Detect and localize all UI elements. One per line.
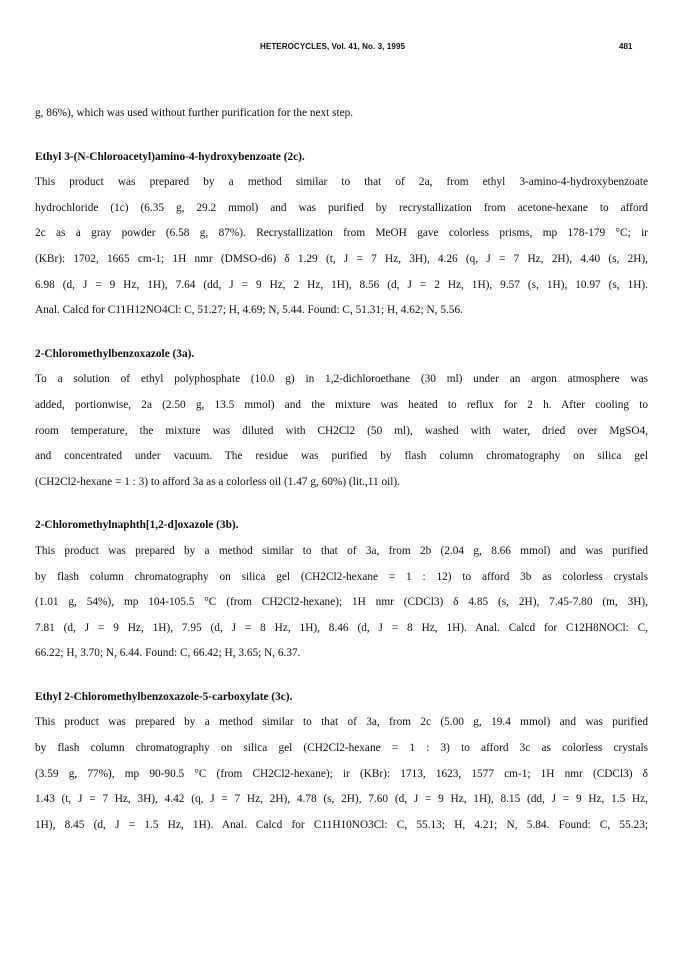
section-heading: Ethyl 2-Chloromethylbenzoxazole-5-carboxylate (3c). bbox=[35, 690, 293, 703]
paragraph-line: room temperature, the mixture was diluted with CH2Cl2 (50 ml), washed with water, dried over MgSO4, bbox=[35, 424, 648, 437]
paragraph-line: by flash column chromatography on silica gel (CH2Cl2-hexane = 1 : 12) to afford 3b as colorless crystals bbox=[35, 570, 648, 583]
paragraph-line: To a solution of ethyl polyphosphate (10.0 g) in 1,2-dichloroethane (30 ml) under an argon atmosphere was bbox=[35, 373, 648, 386]
paragraph-line: 7.81 (d, J = 9 Hz, 1H), 7.95 (d, J = 8 Hz, 1H), 8.46 (d, J = 8 Hz, 1H). Anal. Calcd for C12H8NOCl: C, bbox=[35, 621, 648, 634]
paragraph-line: hydrochloride (1c) (6.35 g, 29.2 mmol) and was purified by recrystallization from acetone-hexane to afford bbox=[35, 201, 648, 214]
paragraph-line: This product was prepared by a method similar to that of 2a, from ethyl 3-amino-4-hydroxybenzoate bbox=[35, 176, 648, 189]
paragraph-line: (KBr): 1702, 1665 cm-1; 1H nmr (DMSO-d6) δ 1.29 (t, J = 7 Hz, 3H), 4.26 (q, J = 7 Hz, 2H), 4.40 (s, 2H), bbox=[35, 252, 648, 265]
paragraph-line: 2c as a gray powder (6.58 g, 87%). Recrystallization from MeOH gave colorless prisms, mp 178-179 °C; ir bbox=[35, 227, 648, 240]
section-3c bbox=[35, 685, 648, 839]
section-3a bbox=[35, 342, 648, 496]
paragraph-line: This product was prepared by a method similar to that of 3a, from 2b (2.04 g, 8.66 mmol) and was purified bbox=[35, 544, 648, 557]
section-heading: Ethyl 3-(N-Chloroacetyl)amino-4-hydroxybenzoate (2c). bbox=[35, 150, 305, 163]
paragraph-line: (1.01 g, 54%), mp 104-105.5 °C (from CH2Cl2-hexane); 1H nmr (CDCl3) δ 4.85 (s, 2H), 7.45-7.80 (m, 3H), bbox=[35, 596, 648, 609]
paragraph-line: 1H), 8.45 (d, J = 1.5 Hz, 1H). Anal. Calcd for C11H10NO3Cl: C, 55.13; H, 4.21; N, 5.84. Found: C, 55.23; bbox=[35, 818, 648, 831]
paragraph-line: Anal. Calcd for C11H12NO4Cl: C, 51.27; H, 4.69; N, 5.44. Found: C, 51.31; H, 4.62; N, 5.56. bbox=[35, 304, 463, 317]
paragraph-line: 6.98 (d, J = 9 Hz, 1H), 7.64 (dd, J = 9 Hz, 2 Hz, 1H), 8.56 (d, J = 2 Hz, 1H), 9.57 (s, 1H), 10.97 (s, 1H). bbox=[35, 278, 648, 291]
paragraph-line: by flash column chromatography on silica gel (CH2Cl2-hexane = 1 : 3) to afford 3c as colorless crystals bbox=[35, 742, 648, 755]
paragraph-line: This product was prepared by a method similar to that of 3a, from 2c (5.00 g, 19.4 mmol) and was purified bbox=[35, 716, 648, 729]
paragraph-line: 66.22; H, 3.70; N, 6.44. Found: C, 66.42; H, 3.65; N, 6.37. bbox=[35, 647, 301, 660]
paragraph-line: (CH2Cl2-hexane = 1 : 3) to afford 3a as a colorless oil (1.47 g, 60%) (lit.,11 oil). bbox=[35, 475, 400, 488]
section-heading: 2-Chloromethylnaphth[1,2-d]oxazole (3b). bbox=[35, 519, 239, 532]
paragraph-line: (3.59 g, 77%), mp 90-90.5 °C (from CH2Cl2-hexane); ir (KBr): 1713, 1623, 1577 cm-1; 1H nmr (CDCl3) δ bbox=[35, 767, 648, 780]
section-heading: 2-Chloromethylbenzoxazole (3a). bbox=[35, 347, 195, 360]
paragraph-line: 1.43 (t, J = 7 Hz, 3H), 4.42 (q, J = 7 Hz, 2H), 4.78 (s, 2H), 7.60 (d, J = 9 Hz, 1H), 8.15 (dd, J = 9 Hz, 1.5 Hz, bbox=[35, 793, 648, 806]
section-2c bbox=[35, 145, 648, 324]
continuation-line: g, 86%), which was used without further purification for the next step. bbox=[35, 107, 354, 119]
paragraph-line: and concentrated under vacuum. The residue was purified by flash column chromatography on silica gel bbox=[35, 450, 648, 463]
journal-citation: HETEROCYCLES, Vol. 41, No. 3, 1995 bbox=[260, 42, 406, 51]
paragraph-line: added, portionwise, 2a (2.50 g, 13.5 mmol) and the mixture was heated to reflux for 2 h. After cooling to bbox=[35, 398, 648, 411]
page-number: 481 bbox=[619, 42, 633, 51]
article-body bbox=[35, 101, 648, 838]
section-3b bbox=[35, 513, 648, 667]
